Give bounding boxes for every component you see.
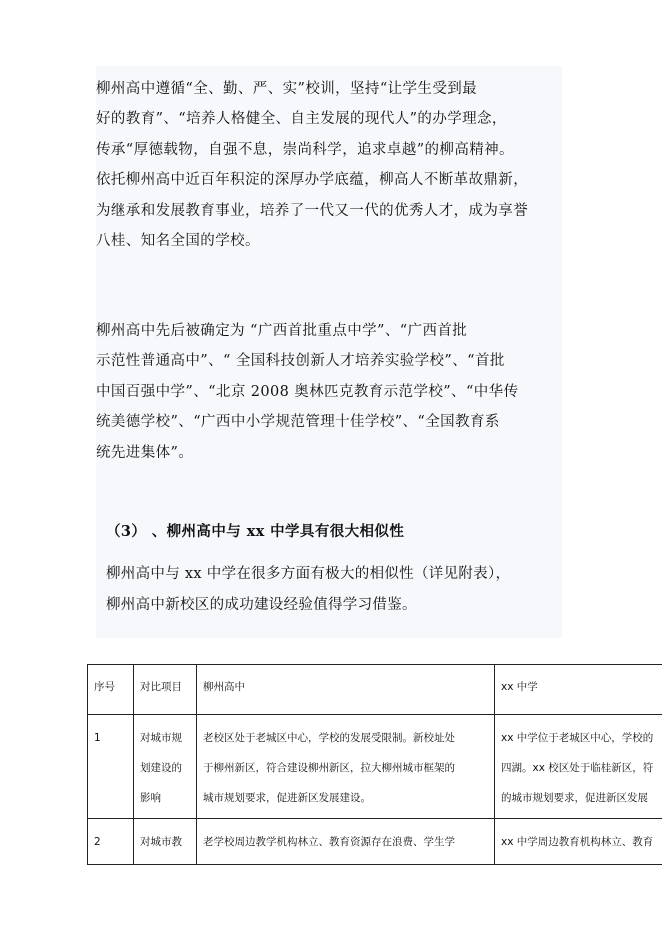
row-no: 2 (94, 836, 101, 848)
text-line: 传承“厚德载物，自强不息，崇尚科学，追求卓越”的柳高精神。 (96, 141, 514, 158)
table-row (88, 715, 662, 819)
row-item: 对城市教 (140, 836, 182, 848)
row-item: 对城市规 划建设的 影响 (140, 732, 182, 804)
row-liuzhou: 老学校周边教学机构林立、教育资源存在浪费、学生学 (203, 836, 455, 848)
text-line: 柳州高中与 xx 中学在很多方面有极大的相似性（详见附表）， (106, 566, 511, 582)
honors-paragraph (96, 316, 564, 468)
intro-paragraph (96, 74, 564, 256)
row-xx: xx 中学位于老城区中心，学校的 四湖。xx 校区处于临桂新区，符 的城市规划要求，促进新区发展 (501, 732, 654, 804)
text-line: 依托柳州高中近百年积淀的深厚办学底蕴，柳高人不断革故鼎新， (96, 172, 529, 189)
table-row (88, 819, 662, 865)
text-line: 统美德学校”、“广西中小学规范管理十佳学校”、“全国教育系 (96, 414, 500, 431)
text-line: 八桂、知名全国的学校。 (96, 232, 260, 249)
header-no: 序号 (94, 681, 115, 693)
row-liuzhou: 老校区处于老城区中心，学校的发展受限制。新校址处 于柳州新区，符合建设柳州新区，拉大柳州城市框架的 城市规划要求，促进新区发展建设。 (203, 732, 455, 804)
table-header-row (88, 665, 662, 715)
text-line: 柳州高中遵循“全、勤、严、实”校训，坚持“让学生受到最 (96, 81, 478, 97)
text-line: 柳州高中新校区的成功建设经验值得学习借鉴。 (106, 597, 417, 613)
header-xx: xx 中学 (501, 681, 538, 693)
text-line: 为继承和发展教育事业，培养了一代又一代的优秀人才，成为享誉 (96, 202, 529, 219)
header-liuzhou: 柳州高中 (203, 681, 245, 693)
row-no: 1 (94, 732, 101, 744)
text-line: 柳州高中先后被确定为 “广西首批重点中学”、“广西首批 (96, 323, 468, 339)
section-heading: （3） 、柳州高中与 xx 中学具有很大相似性 (106, 523, 405, 540)
text-line: 统先进集体”。 (96, 444, 194, 461)
text-line: 示范性普通高中”、“ 全国科技创新人才培养实验学校”、“首批 (96, 353, 505, 370)
text-line: 好的教育”、“培养人格健全、自主发展的现代人”的办学理念， (96, 111, 507, 128)
comparison-table (87, 664, 662, 865)
text-line: 中国百强中学”、“北京 2008 奥林匹克教育示范学校”、“中华传 (96, 383, 519, 400)
header-item: 对比项目 (140, 681, 182, 693)
similarity-paragraph (106, 559, 566, 621)
row-xx: xx 中学周边教育机构林立、教育 (501, 836, 654, 848)
